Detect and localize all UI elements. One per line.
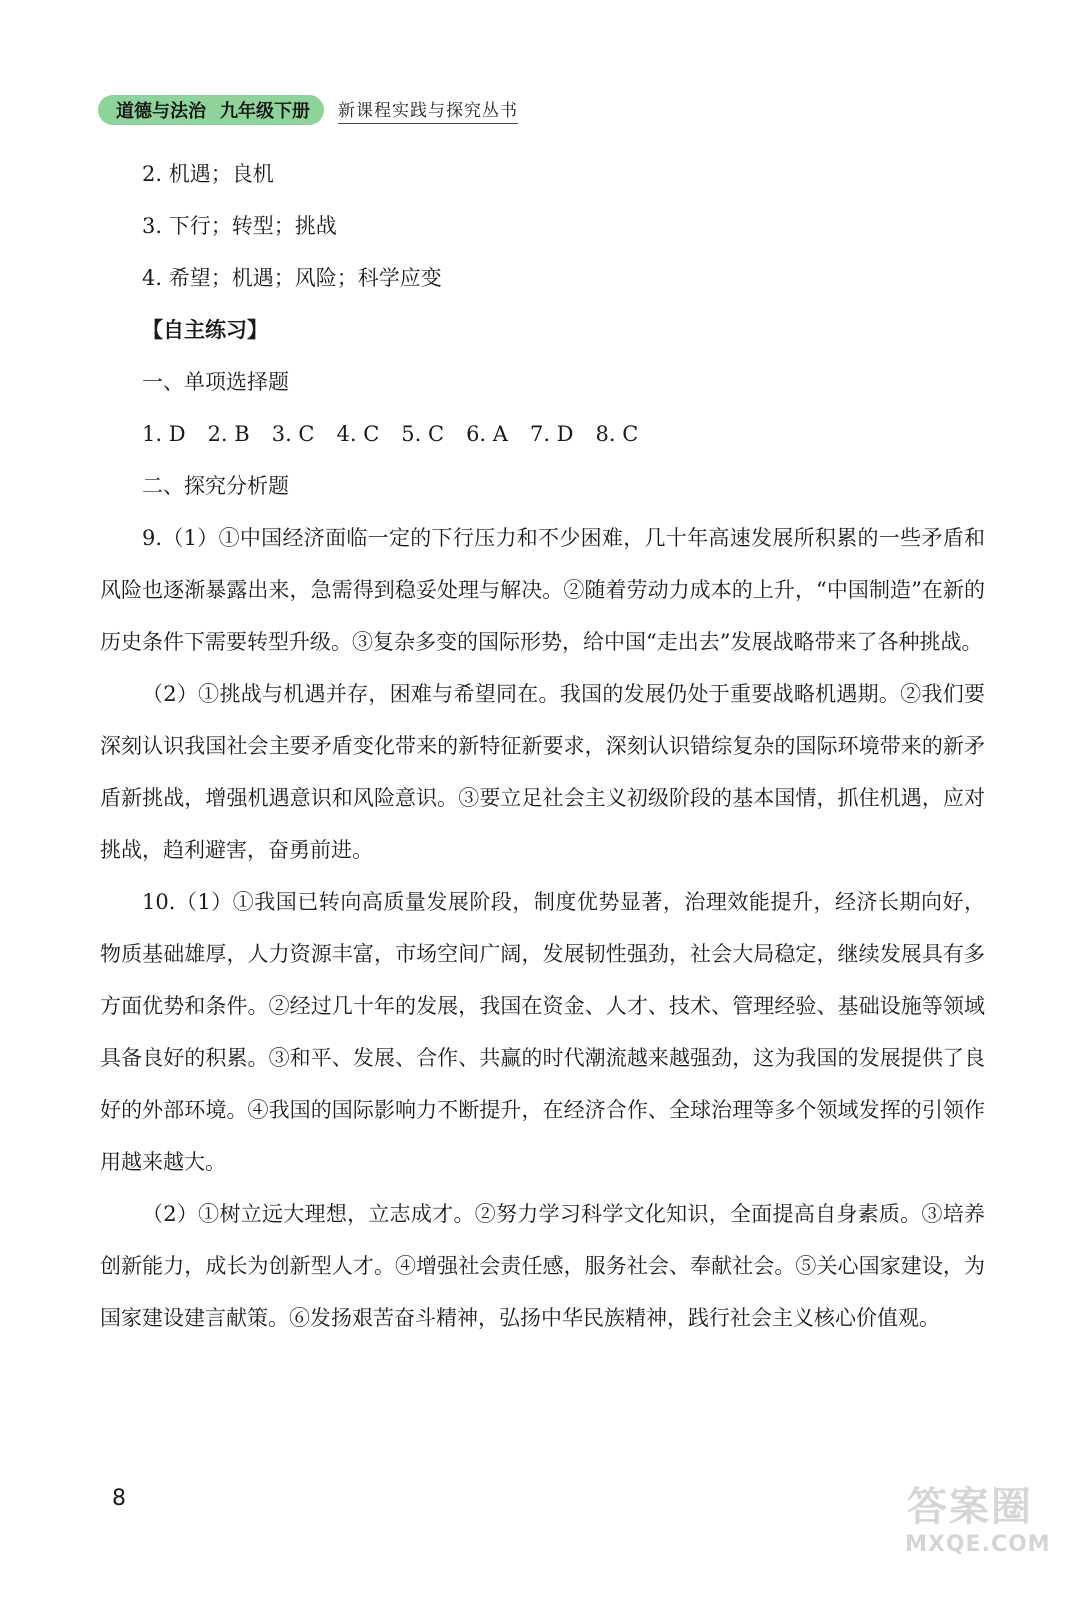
answer-9-2: （2）①挑战与机遇并存，困难与希望同在。我国的发展仍处于重要战略机遇期。②我们要深刻认识我国社会主要矛盾变化带来的新特征新要求，深刻认识错综复杂的国际环境带来的新矛盾新挑战，增强机遇意识和风险意识。③要立足社会主义初级阶段的基本国情，抓住机遇，应对挑战，趋利避害，奋勇前进。: [100, 682, 985, 862]
answer-10-2: （2）①树立远大理想，立志成才。②努力学习科学文化知识，全面提高自身素质。③培养创新能力，成长为创新型人才。④增强社会责任感，服务社会、奉献社会。⑤关心国家建设，为国家建设建言献策。⑥发扬艰苦奋斗精神，弘扬中华民族精神，践行社会主义核心价值观。: [100, 1202, 985, 1330]
answer-line-4: 4. 希望；机遇；风险；科学应变: [142, 266, 442, 290]
part2-title: 二、探究分析题: [142, 474, 289, 498]
choice-answer: 5. C: [401, 422, 445, 446]
watermark-logo: [905, 1482, 1051, 1582]
answer-line-2: 2. 机遇；良机: [142, 162, 274, 186]
choice-answer: 7. D: [529, 422, 574, 446]
choice-answer: 6. A: [466, 422, 508, 446]
watermark-bottom: MXQE.COM: [905, 1532, 1051, 1557]
choice-answer: 8. C: [595, 422, 639, 446]
subject-label: 道德与法治: [116, 101, 206, 122]
series-title: 新课程实践与探究丛书: [338, 96, 518, 124]
subject-badge: [98, 95, 324, 125]
page-number: 8: [112, 1486, 126, 1511]
answer-line-3: 3. 下行；转型；挑战: [142, 214, 337, 238]
watermark-top: 答案圈: [907, 1484, 1033, 1530]
section-title: 【自主练习】: [142, 318, 268, 342]
running-header: [98, 93, 518, 127]
choice-answers: [100, 408, 985, 460]
grade-label: 九年级下册: [220, 101, 310, 122]
choice-answer: 4. C: [336, 422, 380, 446]
choice-answer: 3. C: [271, 422, 315, 446]
answer-9-1: 9.（1）①中国经济面临一定的下行压力和不少困难，几十年高速发展所积累的一些矛盾和风险也逐渐暴露出来，急需得到稳妥处理与解决。②随着劳动力成本的上升，“中国制造”在新的历史条件下需要转型升级。③复杂多变的国际形势，给中国“走出去”发展战略带来了各种挑战。: [100, 526, 985, 654]
choice-answer: 1. D: [142, 422, 186, 446]
part1-title: 一、单项选择题: [142, 370, 289, 394]
answer-10-1: 10.（1）①我国已转向高质量发展阶段，制度优势显著，治理效能提升，经济长期向好，物质基础雄厚，人力资源丰富，市场空间广阔，发展韧性强劲，社会大局稳定，继续发展具有多方面优势和条件。②经过几十年的发展，我国在资金、人才、技术、管理经验、基础设施等领域具备良好的积累。③和平、发展、合作、共赢的时代潮流越来越强劲，这为我国的发展提供了良好的外部环境。④我国的国际影响力不断提升，在经济合作、全球治理等多个领域发挥的引领作用越来越大。: [100, 890, 985, 1174]
choice-answer: 2. B: [207, 422, 250, 446]
answer-content: [100, 148, 985, 1344]
